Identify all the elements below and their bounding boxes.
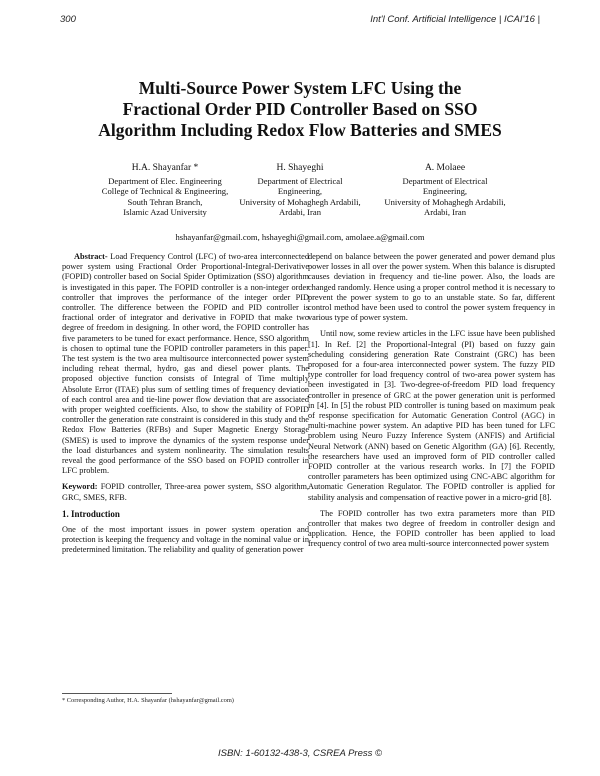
author-name: H. Shayeghi [276,163,324,173]
author-affiliation-line: Ardabi, Iran [424,207,466,218]
author-affiliation-line: Department of Electrical [402,175,488,186]
author-1 [90,163,240,218]
keywords-label: Keyword: [62,482,98,492]
abstract-text: Load Frequency Control (LFC) of two-area interconnected power system using Fractional Order Proportional-Integral-Derivative (FOPID) controller based on Social Spider Optimization (SSO) algorithm is investigated in this paper. The FOPID controller is a non-integer order controller that improves the performance of the integer order PID controller. The difference between the FOPID and PID controller is fractional order of integrator and derivative in FOPID that make two degree of freedom in designing. In other word, the FOPID controller has five parameters to be tuned for exact performance. Hence, SSO algorithm is chosen to optimal tune the FOPID controller parameters in this paper. The test system is the two area multisource interconnected power system including reheat thermal, hydro, gas and diesel power plants. The proposed objective function consists of Integral of Time multiply Absolute Error (ITAE) plus sum of settling times of frequency deviation of each control area and tie-line power flow deviation that are associated with proper weighted coefficients. Also, to show the stability of FOPID controller the generation rate constraint is considered in this study and the Redox Flow Batteries (RFBs) and Super Magnetic Energy Storage (SMES) is used to improve the dynamics of the system response under the load disturbances and system nonlinearity. The simulation results reveal the good performance of the SSO based on FOPID controller in LFC problem. [62,252,309,476]
author-2 [230,163,370,218]
author-emails: hshayanfar@gmail.com, hshayeghi@gmail.com, amolaee.a@gmail.com [175,232,425,242]
author-affiliation-line: Islamic Azad University [123,207,207,218]
author-affiliation-line: Department of Elec. Engineering [108,175,222,186]
left-column [62,252,309,562]
author-name: H.A. Shayanfar * [131,163,199,173]
author-name: A. Molaee [424,163,466,173]
body-paragraph: depend on balance between the power generated and power demand plus power losses in all over the power system. When this balance is disrupted causes deviation in frequency and tie-line power. Also, the loads are changed randomly. Hence using a proper control method it is necessary to prevent the power system to go to an unstable state. So far, different control method have been used to control the power system frequency in various type of power system. [308,252,555,323]
author-affiliation-line: Department of Electrical [257,175,343,186]
author-affiliation-line: University of Mohaghegh Ardabili, [239,196,361,207]
body-paragraph: Until now, some review articles in the LFC issue have been published [1]. In Ref. [2] the Proportional-Integral (PI) based on fuzzy gain scheduling considering generation Rate Constraint (GRC) has been proposed for a four-area interconnected power system. The fuzzy PID type controller for load frequency control of two-area power system has been investigated in [3]. Two-degree-of-freedom PID load frequency controller in presence of GRC at the power generation unit is performed in [4]. In [5] the robust PID controller is tuning based on maximum peak of response specification for Automatic Generation Control (AGC) in multi-machine power system. An adaptive PID has been tuned for LFC problem using Neuro Fuzzy Inference System (ANFIS) and Artificial Neural Network (ANN) based on Genetic Algorithm (GA) [6]. Recently, the researchers have used an improved form of PID controller called FOPID controller at the various research works. In [7] the FOPID controller parameters has been optimized using CNC-ABC algorithm for Automatic Generation Regulator. The FOPID controller is applied for stability analysis and compensation of reactive power in a micro-grid [8]. [308,329,555,502]
right-column [308,252,555,556]
page-number: 300 [60,14,76,25]
abstract-label: Abstract- [74,252,108,261]
author-affiliation-line: Engineering, [422,186,468,197]
page-footer: ISBN: 1-60132-438-3, CSREA Press © [218,748,382,759]
author-affiliation-line: South Tehran Branch, [127,196,203,207]
author-affiliation-line: Engineering, [277,186,323,197]
title-line-2: Fractional Order PID Controller Based on SSO [122,99,478,119]
conference-header: Int'l Conf. Artificial Intelligence | ICAI'16 | [370,14,540,25]
footnote: * Corresponding Author, H.A. Shayanfar (hshayanfar@gmail.com) [62,697,234,704]
section-heading-introduction: 1. Introduction [62,508,120,519]
author-3 [375,163,515,218]
intro-paragraph: One of the most important issues in power system operation and protection is keeping the frequency and voltage in the nominal value or in predetermined limitation. The reliability and quality of generation power [62,525,309,555]
body-paragraph: The FOPID controller has two extra parameters more than PID controller that makes two degree of freedom in controller design and application. Hence, the FOPID controller has been applied to load frequency control of two area multi-source interconnected power system [308,508,555,549]
author-affiliation-line: University of Mohaghegh Ardabili, [384,196,506,207]
paper-title [40,78,560,141]
footnote-rule [62,693,172,694]
keywords-text: FOPID controller, Three-area power system, SSO algorithm, GRC, SMES, RFB. [62,482,309,502]
title-line-3: Algorithm Including Redox Flow Batteries and SMES [98,120,502,140]
abstract [62,252,309,476]
title-line-1: Multi-Source Power System LFC Using the [138,78,462,98]
author-affiliation-line: College of Technical & Engineering, [101,186,229,197]
keywords [62,482,309,502]
author-affiliation-line: Ardabi, Iran [279,207,321,218]
